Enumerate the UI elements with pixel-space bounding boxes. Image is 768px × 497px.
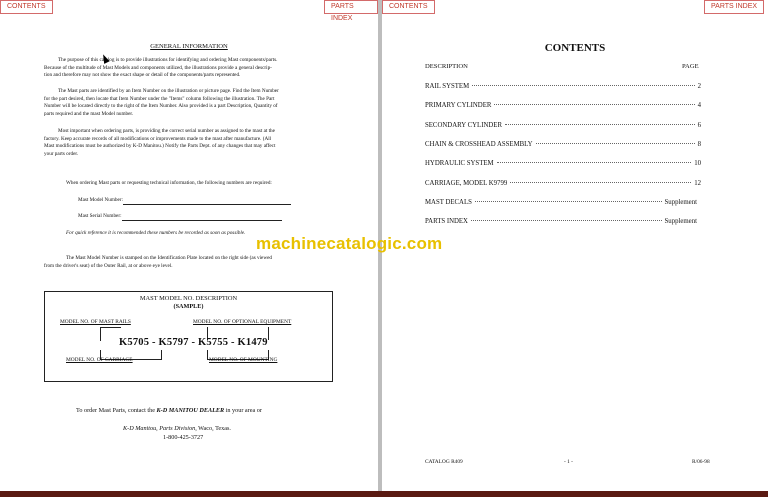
mast-serial-number-row [78, 213, 282, 221]
dealer-name: K-D MANITOU DEALER [156, 407, 225, 414]
toc-entry[interactable] [425, 102, 701, 110]
toc-title: CARRIAGE, MODEL K9799 [425, 180, 508, 187]
contents-title: CONTENTS [544, 42, 606, 54]
order-suffix: in your area or [225, 407, 262, 414]
label-optional-equipment: MODEL NO. OF OPTIONAL EQUIPMENT [193, 319, 292, 325]
toc-entry[interactable] [425, 218, 697, 226]
purpose-line: tion and therefore may not show the exact shape or detail of the components/parts represented. [44, 72, 241, 79]
box-title: MAST MODEL NO. DESCRIPTION [139, 295, 238, 302]
toc-title: MAST DECALS [425, 199, 472, 206]
mast-serial-number-line [122, 215, 282, 221]
contents-link[interactable]: CONTENTS [0, 0, 53, 14]
toc-title: SECONDARY CYLINDER [425, 122, 502, 129]
toc-title: PARTS INDEX [425, 218, 468, 225]
toc-page: 10 [694, 160, 701, 167]
phone-number: 1-800-425-3727 [163, 434, 204, 441]
item-line: Number will be located directly to the right of the Item Number. Also provided is a part Description, Quantity of [44, 103, 278, 110]
toc-page: 2 [697, 83, 701, 90]
toc-entry[interactable] [425, 122, 701, 130]
serial-line: Mast modifications must be authorized by K-D Manitou.) Notify the Parts Dept. of any changes that may affect [44, 143, 276, 150]
mast-model-number-label: Mast Model Number: [78, 197, 123, 203]
mast-model-number-line [123, 199, 291, 205]
order-prefix: To order Mast Parts, contact the [76, 407, 155, 414]
column-description: DESCRIPTION [425, 63, 468, 70]
watermark: machinecatalogic.com [256, 234, 443, 253]
toc-page: 8 [697, 141, 701, 148]
mast-model-number-row [78, 197, 291, 205]
toc-title: HYDRAULIC SYSTEM [425, 160, 494, 167]
item-line: for the part desired, then locate that Item Number under the "Items" column following the illustration. The Part [44, 95, 275, 102]
paragraph-item-numbers [44, 88, 340, 118]
toc-leader [471, 220, 662, 221]
toc-entry[interactable] [425, 180, 701, 188]
toc-page: 12 [694, 180, 701, 187]
box-subtitle: (SAMPLE) [173, 303, 204, 310]
item-line: parts required and the mast Model number. [44, 110, 134, 117]
toc-page: Supplement [664, 218, 697, 225]
serial-line: factory. Keep accurate records of all modifications or improvements made to the mast after manufacture. (All [44, 135, 272, 142]
contents-link[interactable]: CONTENTS [382, 0, 435, 14]
order-parts-text [76, 407, 262, 414]
mast-serial-number-label: Mast Serial Number: [78, 213, 122, 219]
toc-leader [505, 124, 695, 125]
toc-leader [536, 143, 695, 144]
toc-entry[interactable] [425, 199, 697, 207]
mast-model-description-box [44, 291, 333, 382]
general-information-heading: GENERAL INFORMATION [150, 43, 228, 50]
toc-leader [472, 85, 694, 86]
toc-page: 6 [697, 122, 701, 129]
toc-entry[interactable] [425, 141, 701, 149]
paragraph-purpose [44, 57, 340, 80]
toc-title: RAIL SYSTEM [425, 83, 470, 90]
toc-leader [497, 162, 692, 163]
toc-title: CHAIN & CROSSHEAD ASSEMBLY [425, 141, 533, 148]
connector-rails [100, 327, 121, 341]
footer-catalog: CATALOG R409 [425, 459, 463, 465]
division-city: , Waco, Texas. [195, 425, 231, 432]
toc-page: 4 [697, 102, 701, 109]
label-mast-rails: MODEL NO. OF MAST RAILS [60, 319, 131, 325]
bottom-bar [0, 491, 768, 497]
paragraph-identification-plate [44, 255, 340, 270]
toc-entry[interactable] [425, 83, 701, 91]
footer-revision: R/06-98 [692, 459, 710, 465]
toc-leader [510, 182, 691, 183]
column-page: PAGE [682, 63, 699, 70]
quick-reference-note: For quick reference it is recommended these numbers be recorded as soon as possible. [66, 230, 246, 236]
purpose-rest: this catalog is to provide illustrations for identifying and ordering Mast components/parts. [90, 57, 278, 63]
item-line: The Mast parts are identified by an Item Number on the illustration or picture page. Find the Item Number [58, 88, 279, 94]
required-numbers-text: When ordering Mast parts or requesting technical information, the following numbers are required: [66, 180, 272, 186]
plate-line: from the driver's seat) of the Outer Rail, at or above eye level. [44, 262, 173, 269]
parts-index-link[interactable]: PARTS INDEX [324, 0, 378, 14]
serial-line: your parts order. [44, 150, 79, 157]
division-name: K-D Manitou, Parts Division [123, 425, 196, 432]
toc-entry[interactable] [425, 160, 701, 168]
label-carriage: MODEL NO. OF CARRIAGE [66, 357, 133, 363]
sample-model-number: K5705 - K5797 - K5755 - K1479 [119, 337, 268, 348]
toc-page: Supplement [664, 199, 697, 206]
toc-leader [494, 104, 694, 105]
plate-line: The Mast Model Number is stamped on the Identification Plate located on the right side (as viewed [66, 255, 273, 261]
purpose-line: Because of the multitude of Mast Models and components utilized, the illustrations provide a general descrip- [44, 64, 272, 71]
purpose-prefix: The purpose of [58, 57, 90, 63]
footer-page-number: - 1 - [564, 459, 573, 465]
parts-division [123, 425, 231, 432]
serial-line: Most important when ordering parts, is providing the correct serial number as assigned to the mast at the [58, 128, 275, 134]
paragraph-serial-number [44, 128, 340, 158]
label-mounting: MODEL NO. OF MOUNTING [209, 357, 278, 363]
parts-index-link[interactable]: PARTS INDEX [704, 0, 764, 14]
toc-leader [475, 201, 662, 202]
toc-title: PRIMARY CYLINDER [425, 102, 492, 109]
